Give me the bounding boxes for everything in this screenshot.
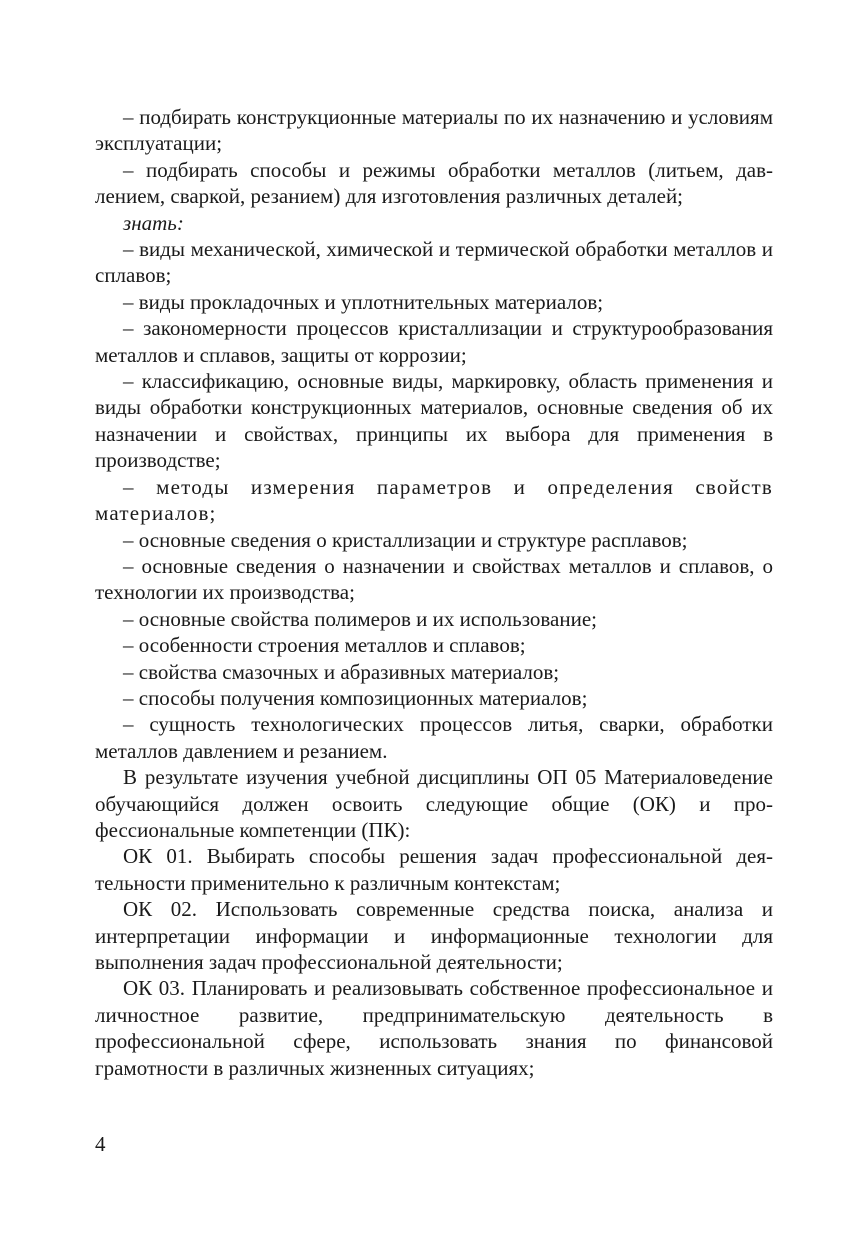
list-item-knowledge: – виды механической, химической и термической обработки металлов и сплавов; xyxy=(95,237,773,288)
body-text xyxy=(95,104,773,1081)
competency-ok02: ОК 02. Использовать современные средства поиска, анализа и интерпретации информации и информационные технологии для выполнения задач профессиональной деятельности; xyxy=(95,897,773,974)
list-item-knowledge: – основные сведения о назначении и свойствах металлов и сплавов, о технологии их производства; xyxy=(95,553,773,605)
list-item-knowledge: – методы измерения параметров и определения свойств материалов; xyxy=(95,474,773,526)
list-item-knowledge: – сущность технологических процессов литья, сварки, обработки металлов давлением и резанием. xyxy=(95,712,773,763)
list-item-knowledge: – свойства смазочных и абразивных материалов; xyxy=(123,659,560,684)
list-item-knowledge: – классификацию, основные виды, маркировку, область применения и виды обработки конструкционных материалов, основные сведения об их назначении и свойствах, принципы их выбора для применения в производстве; xyxy=(95,369,773,473)
list-item-knowledge: – особенности строения металлов и сплавов; xyxy=(123,633,526,658)
section-label-know: знать: xyxy=(123,210,184,235)
list-item-knowledge: – способы получения композиционных материалов; xyxy=(123,685,588,710)
competency-ok03: ОК 03. Планировать и реализовывать собственное профессиональное и личностное развитие, предпринимательскую деятельность в профессиональной сфере, использовать знания по финансовой грамотности в различных жизненных ситуациях; xyxy=(95,976,773,1080)
list-item-skill: – подбирать способы и режимы обработки металлов (литьем, давлением, сваркой, резанием) для изготовления различных деталей; xyxy=(95,157,773,209)
list-item-knowledge: – основные свойства полимеров и их использование; xyxy=(123,606,597,631)
list-item-knowledge: – виды прокладочных и уплотнительных материалов; xyxy=(123,289,604,314)
list-item-knowledge: – основные сведения о кристаллизации и структуре расплавов; xyxy=(123,527,688,552)
competency-ok01: ОК 01. Выбирать способы решения задач профессиональной деятельности применительно к различным контекстам; xyxy=(95,844,773,895)
page-number: 4 xyxy=(95,1132,106,1156)
list-item-knowledge: – закономерности процессов кристаллизации и структурообразования металлов и сплавов, защиты от коррозии; xyxy=(95,316,773,367)
list-item-skill: – подбирать конструкционные материалы по их назначению и условиям эксплуатации; xyxy=(95,105,773,156)
competencies-intro: В результате изучения учебной дисциплины ОП 05 Материаловедение обучающийся должен освоить следующие общие (ОК) и профессиональные компетенции (ПК): xyxy=(95,765,773,842)
